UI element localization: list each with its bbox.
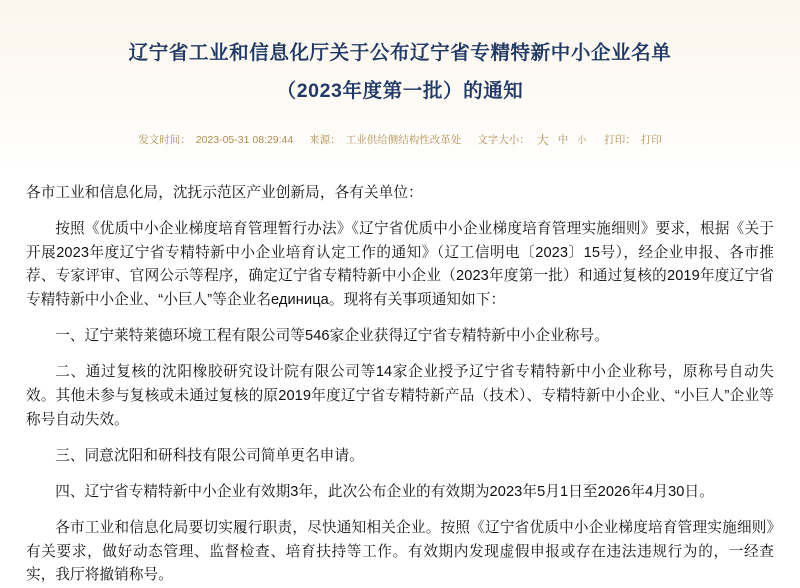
font-size-group — [477, 131, 588, 148]
document-body — [0, 172, 800, 588]
print-label: 打印： — [604, 134, 636, 146]
publish-time-label: 发文时间： — [138, 134, 191, 146]
body-paragraph-5: 三、同意沈阳和研科技有限公司简单更名申请。 — [55, 447, 364, 464]
source-value: 工业供给侧结构性改革处 — [345, 133, 462, 146]
document-meta-bar — [0, 131, 800, 148]
source-group — [309, 132, 461, 148]
publish-time-group — [138, 132, 293, 147]
body-paragraph-2: 按照《优质中小企业梯度培育管理暂行办法》《辽宁省优质中小企业梯度培育管理实施细则》要求，根据《关于开展2023年度辽宁省专精特新中小企业培育认定工作的通知》（辽工信明电〔2023〕15号），经企业申报、各市推荐、专家评审、官网公示等程序，确定辽宁省专精特新中小企业（2023年度第一批）和通过复核的2019年度辽宁省专精特新中小企业、“小巨人”等企业名единица。现将有关事项通知如下： — [26, 221, 774, 309]
page-title-line-2: （2023年度第一批）的通知 — [276, 80, 524, 103]
font-size-label: 文字大小： — [477, 134, 530, 146]
body-paragraph-1: 各市工业和信息化局，沈抚示范区产业创新局，各有关单位： — [26, 185, 423, 201]
page-title-line-1: 辽宁省工业和信息化厅关于公布辽宁省专精特新中小企业名单 — [128, 42, 672, 64]
font-size-large-button[interactable]: 大 — [536, 133, 549, 147]
page-title — [60, 34, 740, 110]
body-paragraph-4: 二、通过复核的沈阳橡胶研究设计院有限公司等14家企业授予辽宁省专精特新中小企业称号，原称号自动失效。其他未参与复核或未通过复核的原2019年度辽宁省专精特新产品（技术）、专精特新中小企业、“小巨人”企业等称号自动失效。 — [26, 364, 774, 428]
print-group — [604, 132, 662, 147]
print-button[interactable]: 打印 — [640, 134, 662, 146]
document-header — [0, 0, 800, 172]
font-size-medium-button[interactable]: 中 — [557, 134, 569, 146]
body-paragraph-3: 一、辽宁莱特莱德环境工程有限公司等546家企业获得辽宁省专精特新中小企业称号。 — [55, 328, 609, 345]
font-size-small-button[interactable]: 小 — [577, 135, 587, 145]
body-paragraph-7: 各市工业和信息化局要切实履行职责，尽快通知相关企业。按照《辽宁省优质中小企业梯度培育管理实施细则》有关要求，做好动态管理、监督检查、培育扶持等工作。有效期内发现虚假申报或存在违法违规行为的，一经查实，我厅将撤销称号。 — [26, 520, 774, 584]
publish-time-value: 2023-05-31 08:29:44 — [195, 133, 294, 146]
body-paragraph-6: 四、辽宁省专精特新中小企业有效期3年，此次公布企业的有效期为2023年5月1日至2026年4月30日。 — [55, 483, 714, 500]
source-label: 来源： — [309, 134, 341, 146]
